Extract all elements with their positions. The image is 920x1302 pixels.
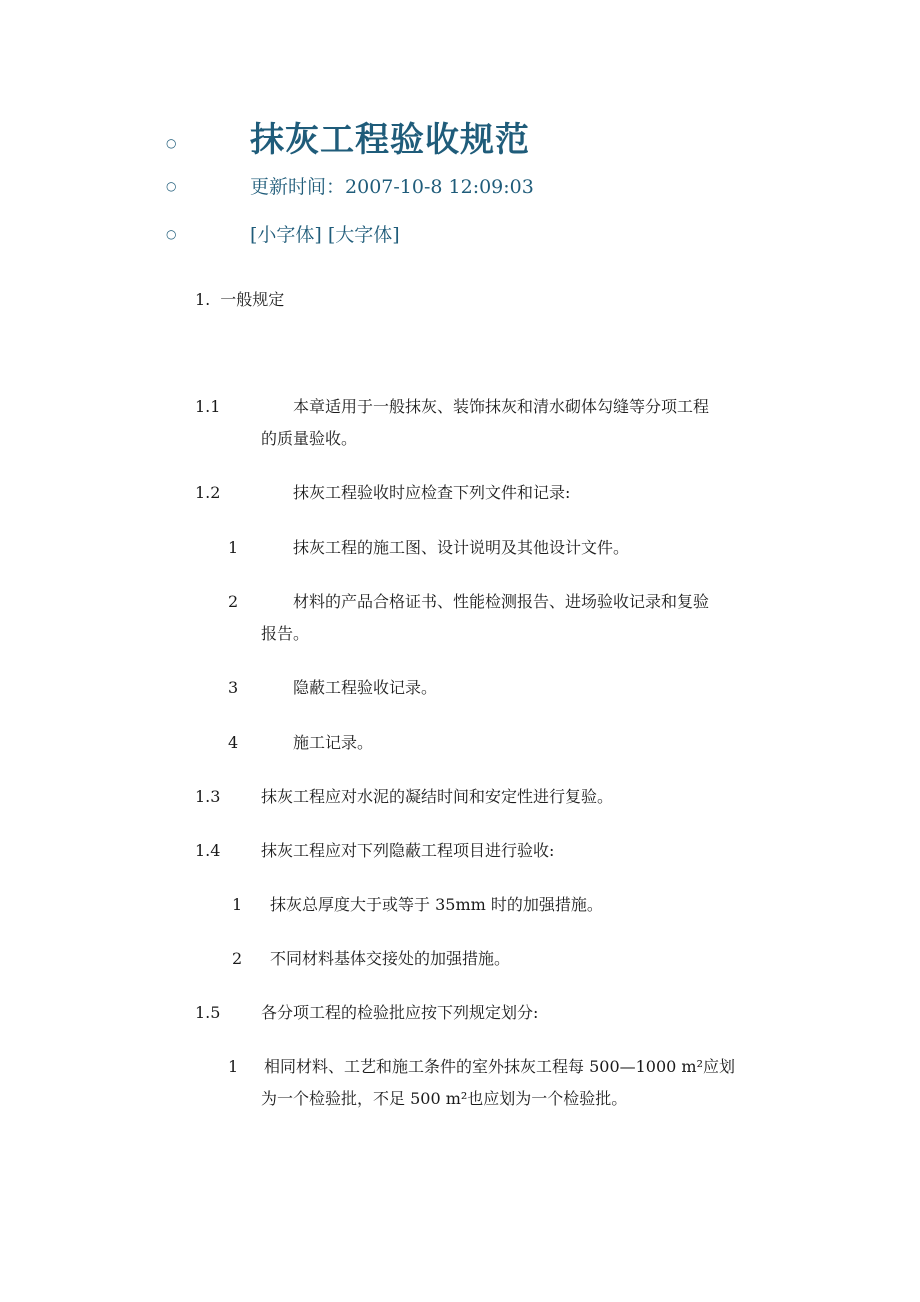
clause-text: 的质量验收。 — [261, 429, 358, 448]
item-text: 材料的产品合格证书、性能检测报告、进场验收记录和复验 — [293, 592, 710, 611]
item-text: 隐蔽工程验收记录。 — [293, 678, 438, 697]
font-size-switcher — [250, 220, 400, 247]
bullet-icon: ○ — [166, 227, 177, 241]
item-text: 为一个检验批，不足 500 m²也应划为一个检验批。 — [261, 1089, 628, 1108]
item-text: 相同材料、工艺和施工条件的室外抹灰工程每 500—1000 m²应划 — [264, 1057, 736, 1076]
clause-number: 1.4 — [195, 841, 221, 860]
clause-text: 抹灰工程验收时应检查下列文件和记录: — [293, 483, 571, 502]
clause-text: 抹灰工程应对水泥的凝结时间和安定性进行复验。 — [261, 787, 614, 806]
item-text: 抹灰工程的施工图、设计说明及其他设计文件。 — [293, 538, 630, 557]
small-font-link[interactable]: [小字体] — [250, 224, 322, 246]
clause-text: 本章适用于一般抹灰、装饰抹灰和清水砌体勾缝等分项工程 — [293, 397, 710, 416]
item-number: 4 — [228, 733, 239, 752]
clause-text: 抹灰工程应对下列隐蔽工程项目进行验收: — [261, 841, 555, 860]
clause-text: 各分项工程的检验批应按下列规定划分: — [261, 1003, 539, 1022]
section-number: 1. — [195, 290, 211, 309]
clause-1-1-continued — [261, 423, 357, 455]
clause-number: 1.5 — [195, 1003, 221, 1022]
item-text: 报告。 — [261, 624, 310, 643]
update-label: 更新时间： — [250, 176, 346, 198]
large-font-link[interactable]: [大字体] — [327, 224, 400, 246]
clause-1-4 — [195, 835, 554, 867]
clause-1-4-item-1 — [232, 889, 603, 921]
section-heading — [195, 287, 284, 310]
item-number: 1 — [232, 895, 243, 914]
clause-1-5 — [195, 997, 538, 1029]
update-time — [250, 172, 534, 199]
clause-number: 1.3 — [195, 787, 221, 806]
item-number: 2 — [232, 949, 243, 968]
clause-1-1 — [195, 391, 709, 423]
clause-1-4-item-2 — [232, 943, 510, 975]
item-number: 2 — [228, 592, 239, 611]
clause-1-2-item-4 — [228, 727, 373, 759]
clause-number: 1.1 — [195, 397, 221, 416]
clause-number: 1.2 — [195, 483, 221, 502]
item-text: 不同材料基体交接处的加强措施。 — [270, 949, 511, 968]
item-number: 3 — [228, 678, 239, 697]
item-text: 施工记录。 — [293, 733, 374, 752]
clause-1-2 — [195, 477, 570, 509]
item-number: 1 — [228, 1057, 239, 1076]
update-time-value: 2007-10-8 12:09:03 — [345, 176, 534, 198]
clause-1-2-item-2 — [228, 586, 709, 618]
clause-1-2-item-2-continued — [261, 618, 309, 650]
item-text: 抹灰总厚度大于或等于 35mm 时的加强措施。 — [270, 895, 603, 914]
bullet-icon: ○ — [166, 179, 177, 193]
clause-1-3 — [195, 781, 613, 813]
item-number: 1 — [228, 538, 239, 557]
clause-1-5-item-1 — [228, 1051, 735, 1083]
clause-1-2-item-3 — [228, 672, 437, 704]
clause-1-2-item-1 — [228, 532, 629, 564]
section-title: 一般规定 — [220, 290, 285, 309]
page-title: 抹灰工程验收规范 — [250, 120, 530, 160]
clause-1-5-item-1-continued — [261, 1083, 627, 1115]
bullet-icon: ○ — [166, 136, 177, 150]
